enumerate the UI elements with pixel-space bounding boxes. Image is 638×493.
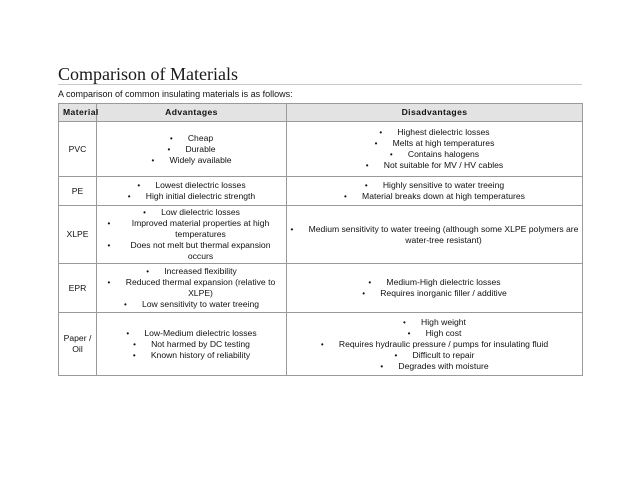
disadvantage-list [289,277,580,299]
advantage-text: Low dielectric losses [161,207,240,217]
advantage-item [99,328,284,339]
bullet-icon: • [107,241,111,250]
advantage-text: Does not melt but thermal expansion occurs [130,240,271,261]
advantage-list [99,180,284,202]
disadvantage-list [289,317,580,372]
table-row [59,122,583,177]
bullet-icon: • [132,350,136,360]
advantage-text: Cheap [187,132,214,143]
advantage-text: Known history of reliability [150,349,251,360]
intro-text: A comparison of common insulating materials is as follows: [58,89,293,99]
bullet-icon: • [107,219,111,228]
bullet-icon: • [364,181,368,190]
advantages-cell [97,313,287,376]
material-name: EPR [59,264,97,313]
disadvantage-item [289,339,580,350]
material-name: PVC [59,122,97,177]
disadvantage-item [289,191,580,202]
bullet-icon: • [151,155,155,165]
material-name: PE [59,177,97,206]
bullet-icon: • [290,224,294,234]
advantage-list [99,133,284,166]
advantage-text: Durable [185,143,216,154]
advantage-item [99,144,284,155]
bullet-icon: • [389,150,393,159]
table-row [59,177,583,206]
disadvantage-text: High cost [425,327,462,338]
disadvantage-item [289,317,580,328]
bullet-icon: • [380,361,384,371]
bullet-icon: • [167,144,171,154]
disadvantage-item [289,160,580,171]
bullet-icon: • [407,328,411,338]
advantage-text: Increased flexibility [164,266,237,276]
bullet-icon: • [127,192,131,201]
advantage-text: Lowest dielectric losses [155,180,246,190]
bullet-icon: • [365,161,369,170]
disadvantage-text: High weight [421,316,466,327]
bullet-icon: • [379,128,383,137]
disadvantage-item [289,149,580,160]
disadvantage-text: Degrades with moisture [398,360,489,371]
title-divider [58,84,582,85]
advantages-cell [97,122,287,177]
disadvantage-text: Not suitable for MV / HV cables [383,160,504,170]
table-row [59,206,583,264]
disadvantage-item [289,288,580,299]
advantages-cell [97,264,287,313]
advantage-text: High initial dielectric strength [145,191,256,201]
disadvantage-item [289,277,580,288]
bullet-icon: • [107,278,111,287]
advantage-list [99,328,284,361]
advantage-text: Widely available [169,154,232,165]
page-title: Comparison of Materials [58,64,238,84]
advantage-item [99,207,284,218]
material-name: XLPE [59,206,97,264]
bullet-icon: • [137,181,141,190]
advantage-item [99,339,284,350]
disadvantage-text: Highest dielectric losses [397,127,490,137]
header-disadvantages: Disadvantages [287,104,583,122]
advantage-text: Improved material properties at high temperatures [131,218,270,239]
table-header-row [59,104,583,122]
advantage-text: Low-Medium dielectric losses [144,327,257,338]
disadvantage-item [289,350,580,361]
disadvantages-cell [287,264,583,313]
disadvantage-text: Requires hydraulic pressure / pumps for insulating fluid [338,338,549,349]
disadvantage-text: Melts at high temperatures [392,138,495,148]
bullet-icon: • [374,139,378,148]
bullet-icon: • [368,278,372,287]
advantage-text: Not harmed by DC testing [151,338,250,349]
disadvantage-item [289,224,580,246]
bullet-icon: • [394,350,398,360]
disadvantages-cell [287,122,583,177]
bullet-icon: • [344,192,347,201]
advantages-cell [97,177,287,206]
advantage-list [99,266,284,310]
disadvantage-text: Medium-High dielectric losses [386,277,501,287]
disadvantage-item [289,180,580,191]
advantage-item [99,218,284,240]
advantage-item [99,277,284,299]
advantage-item [99,155,284,166]
disadvantage-text: Difficult to repair [412,349,475,360]
table-row [59,313,583,376]
bullet-icon: • [123,300,127,309]
bullet-icon: • [143,208,146,217]
disadvantage-text: Medium sensitivity to water treeing (although some XLPE polymers are water-tree resistant) [308,223,579,245]
bullet-icon: • [169,133,173,143]
bullet-icon: • [146,267,149,276]
disadvantages-cell [287,206,583,264]
advantage-text: Reduced thermal expansion (relative to XLPE) [125,277,276,298]
disadvantage-item [289,138,580,149]
advantage-item [99,266,284,277]
disadvantage-text: Highly sensitive to water treeing [382,180,505,190]
bullet-icon: • [320,339,324,349]
disadvantages-cell [287,177,583,206]
disadvantage-text: Requires inorganic filler / additive [380,288,507,298]
advantage-item [99,350,284,361]
disadvantage-text: Contains halogens [407,149,480,159]
advantage-item [99,240,284,262]
header-advantages: Advantages [97,104,287,122]
advantage-text: Low sensitivity to water treeing [141,299,260,309]
advantage-item [99,180,284,191]
bullet-icon: • [126,328,130,338]
disadvantage-item [289,127,580,138]
advantage-item [99,191,284,202]
disadvantage-list [289,180,580,202]
advantage-item [99,133,284,144]
bullet-icon: • [133,339,136,349]
table-row [59,264,583,313]
disadvantage-item [289,361,580,372]
advantage-item [99,299,284,310]
bullet-icon: • [403,317,406,327]
material-name: Paper / Oil [59,313,97,376]
disadvantage-item [289,328,580,339]
disadvantage-list [289,127,580,171]
advantage-list [99,207,284,262]
advantages-cell [97,206,287,264]
materials-comparison-table [58,103,583,376]
header-material: Material [59,104,97,122]
disadvantage-list [289,224,580,246]
bullet-icon: • [362,289,366,298]
table-body [59,122,583,376]
disadvantages-cell [287,313,583,376]
disadvantage-text: Material breaks down at high temperatures [362,191,525,201]
